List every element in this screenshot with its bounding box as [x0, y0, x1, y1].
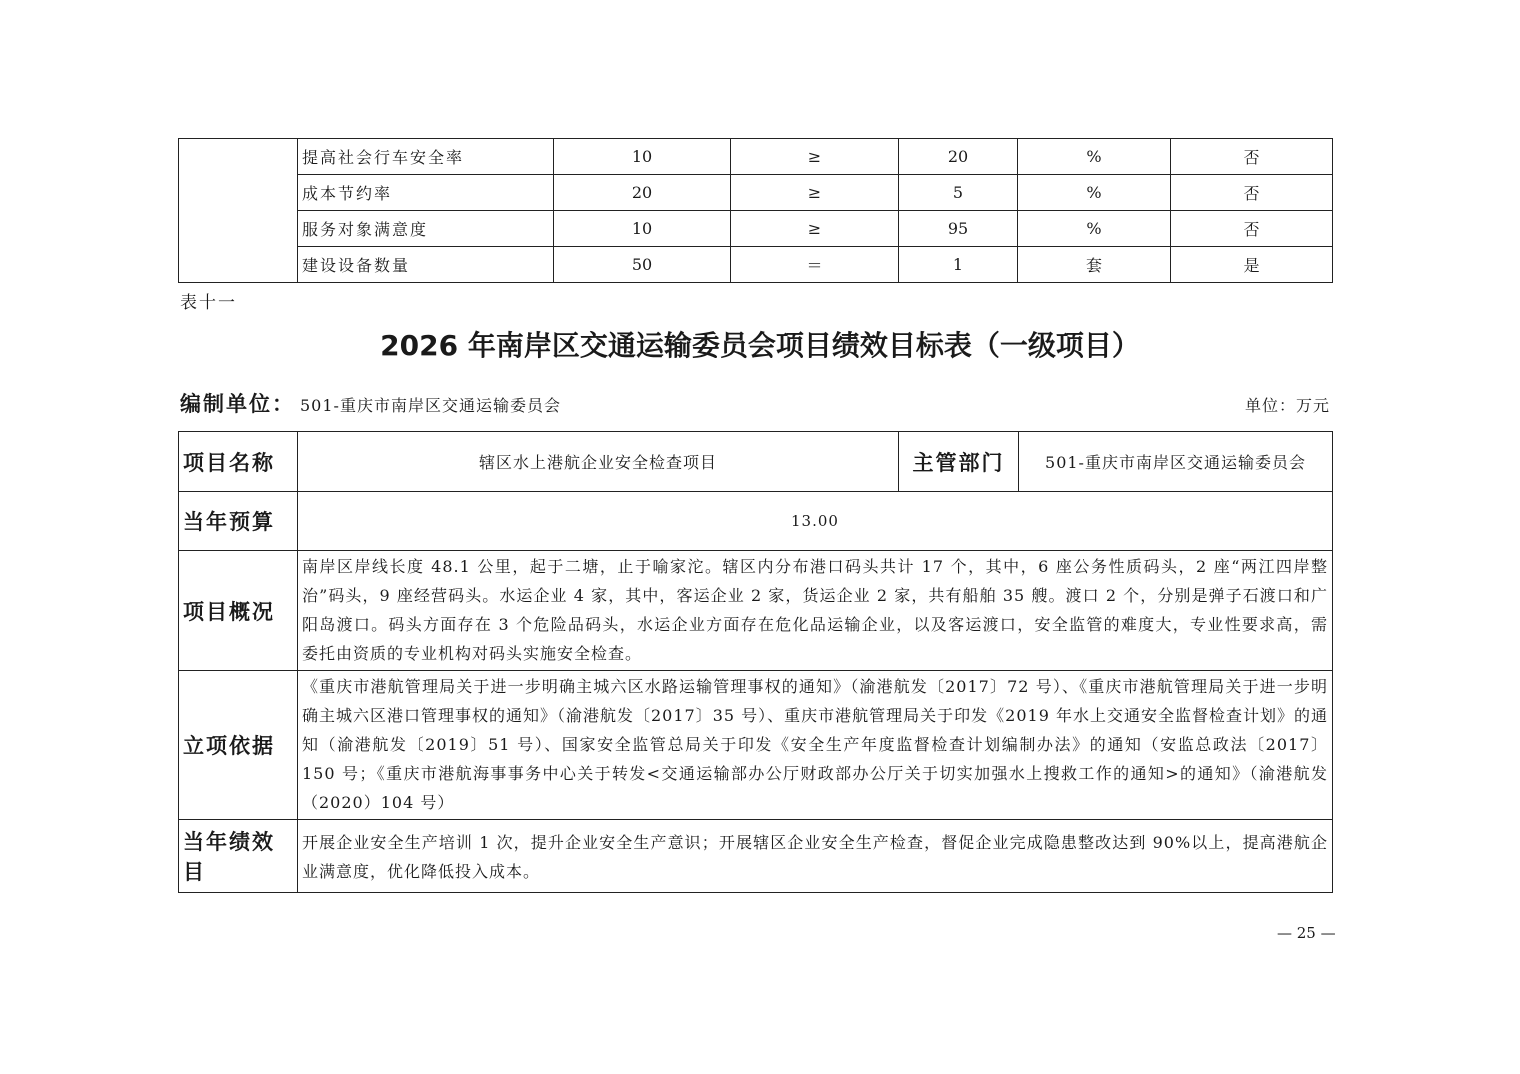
budget-value: 13.00 [298, 492, 1333, 551]
performance-indicator-table [178, 138, 1333, 283]
basis-text: 《重庆市港航管理局关于进一步明确主城六区水路运输管理事权的通知》（渝港航发〔2017〕72 号）、《重庆市港航管理局关于进一步明确主城六区港口管理事权的通知》（渝港航发〔2017〕35 号）、重庆市港航管理局关于印发《2019 年水上交通安全监督检查计划》的通知（渝港航发〔2019〕51 号）、国家安全监管总局关于印发《安全生产年度监督检查计划编制办法》的通知（安监总政法〔2017〕150 号；《重庆市港航海事事务中心关于转发<交通运输部办公厅财政部办公厅关于切实加强水上搜救工作的通知>的通知》（渝港航发（2020）104 号） [298, 671, 1333, 820]
project-name-label: 项目名称 [179, 432, 298, 492]
basis-label: 立项依据 [179, 671, 298, 820]
indicator-target: 1 [899, 247, 1018, 283]
indicator-flag: 否 [1171, 139, 1333, 175]
indicator-target: 5 [899, 175, 1018, 211]
table-row [179, 551, 1333, 671]
table-row [179, 139, 1333, 175]
compiling-unit-row [180, 388, 1330, 418]
compiling-unit-label: 编制单位： [180, 391, 295, 416]
table-row [179, 175, 1333, 211]
overview-text: 南岸区岸线长度 48.1 公里，起于二塘，止于喻家沱。辖区内分布港口码头共计 17 个，其中，6 座公务性质码头，2 座“两江四岸整治”码头，9 座经营码头。水运企业 4 家，其中，客运企业 2 家，货运企业 2 家，共有船舶 35 艘。渡口 2 个，分别是弹子石渡口和广阳岛渡口。码头方面存在 3 个危险品码头，水运企业方面存在危化品运输企业，以及客运渡口，安全监管的难度大，专业性要求高，需委托由资质的专业机构对码头实施安全检查。 [298, 551, 1333, 671]
currency-unit: 单位：万元 [1244, 396, 1330, 415]
table-row [179, 247, 1333, 283]
indicator-name: 建设设备数量 [298, 247, 554, 283]
indicator-unit: % [1018, 139, 1171, 175]
table-row [179, 671, 1333, 820]
indicator-operator: ≥ [731, 175, 899, 211]
goal-text: 开展企业安全生产培训 1 次，提升企业安全生产意识；开展辖区企业安全生产检查，督促企业完成隐患整改达到 90%以上，提高港航企业满意度，优化降低投入成本。 [298, 820, 1333, 893]
indicator-weight: 10 [554, 139, 731, 175]
indicator-flag: 否 [1171, 175, 1333, 211]
indicator-name: 服务对象满意度 [298, 211, 554, 247]
goal-label: 当年绩效目 [179, 820, 298, 893]
indicator-name: 成本节约率 [298, 175, 554, 211]
dept-label: 主管部门 [899, 432, 1019, 492]
document-title: 2026 年南岸区交通运输委员会项目绩效目标表（一级项目） [380, 329, 1140, 362]
indicator-unit: 套 [1018, 247, 1171, 283]
table-row [179, 432, 1333, 492]
budget-label: 当年预算 [179, 492, 298, 551]
dept-value: 501-重庆市南岸区交通运输委员会 [1019, 432, 1333, 492]
indicator-weight: 20 [554, 175, 731, 211]
indicator-target: 95 [899, 211, 1018, 247]
indicator-name: 提高社会行车安全率 [298, 139, 554, 175]
table-row [179, 211, 1333, 247]
blank-category-cell [179, 139, 298, 283]
indicator-unit: % [1018, 211, 1171, 247]
project-info-table [178, 431, 1333, 893]
page-number: — 25 — [1277, 924, 1336, 942]
indicator-weight: 50 [554, 247, 731, 283]
indicator-operator: ＝ [731, 247, 899, 283]
project-name-value: 辖区水上港航企业安全检查项目 [298, 432, 899, 492]
indicator-flag: 否 [1171, 211, 1333, 247]
indicator-operator: ≥ [731, 139, 899, 175]
table-number: 表十一 [180, 293, 237, 313]
indicator-weight: 10 [554, 211, 731, 247]
indicator-flag: 是 [1171, 247, 1333, 283]
compiling-unit-value: 501-重庆市南岸区交通运输委员会 [300, 396, 561, 415]
table-row [179, 820, 1333, 893]
overview-label: 项目概况 [179, 551, 298, 671]
table-row [179, 492, 1333, 551]
indicator-operator: ≥ [731, 211, 899, 247]
indicator-unit: % [1018, 175, 1171, 211]
indicator-target: 20 [899, 139, 1018, 175]
